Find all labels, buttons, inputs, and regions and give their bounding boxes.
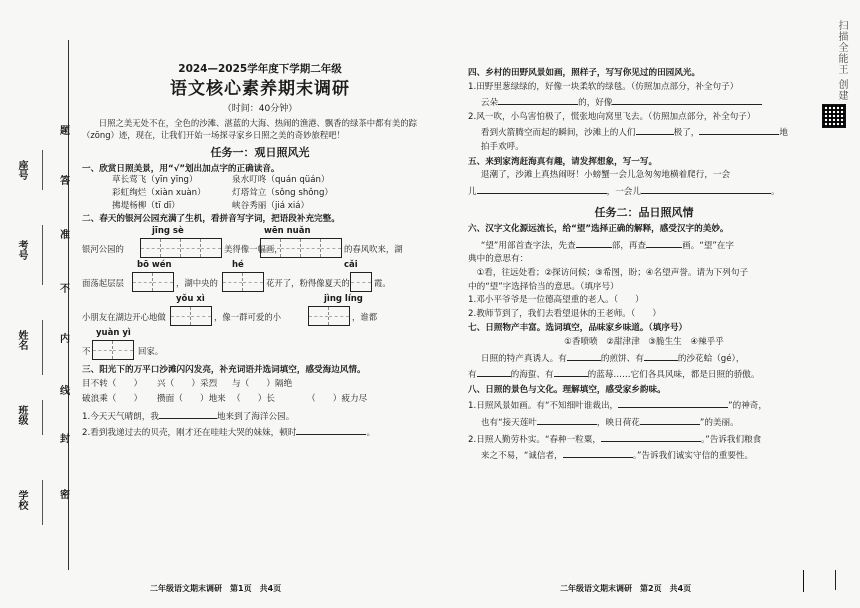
sentence-text: 的煎饼、有 xyxy=(600,353,644,364)
tianzi-grid[interactable] xyxy=(92,340,134,360)
page2-footer: 二年级语文期末调研 第2页 共4页 xyxy=(560,584,692,593)
idiom-blank[interactable]: 破浪乘（ ） xyxy=(82,393,143,404)
sentence-text: 面荡起层层 xyxy=(82,277,124,288)
idiom-blank[interactable]: 兴（ ）采烈 xyxy=(157,379,218,390)
answer-blank[interactable] xyxy=(641,184,771,194)
seal-char: 准 xyxy=(60,230,70,241)
q1-word[interactable]: 泉水叮咚（quán qüán） xyxy=(232,175,330,186)
q4-line: 拍手欢呼。 xyxy=(480,141,524,152)
answer-blank[interactable] xyxy=(567,351,601,361)
q2-prompt: 二、春天的银河公园充满了生机，看拼音写字词，把语段补充完整。 xyxy=(82,214,340,225)
binding-field-line xyxy=(42,320,43,375)
q4-line: 2.风一吹，小鸟害怕极了，慌张地向窝里飞去。（仿照加点部分，补全句子） xyxy=(468,111,756,122)
q3-idiom-grid xyxy=(82,379,382,405)
pinyin-row xyxy=(82,328,438,340)
sentence-text: 回家。 xyxy=(138,345,164,356)
sentence-text: 日照的特产真诱人。有 xyxy=(480,353,567,364)
q4-prompt: 四、乡村的田野风景如画，照样子，写写你见过的田园风光。 xyxy=(468,68,701,78)
sentence-text: 。”告诉我们诚实守信的重要性。 xyxy=(632,451,754,462)
q8-line xyxy=(468,398,820,413)
q1-word[interactable]: 彩虹绚烂（xiàn xuàn） xyxy=(112,187,206,198)
q7-options: ①香喷喷 ②甜津津 ③脆生生 ④辣乎乎 xyxy=(564,336,724,347)
binding-column xyxy=(0,0,78,608)
sentence-text: 1.今天天气晴朗，我 xyxy=(82,411,159,422)
tianzi-grid[interactable] xyxy=(308,306,350,326)
seat-label: 座号 xyxy=(16,160,27,180)
answer-blank[interactable] xyxy=(601,432,701,442)
writing-row xyxy=(82,272,438,294)
class-label: 班级 xyxy=(16,405,27,425)
tianzi-grid[interactable] xyxy=(350,272,372,292)
q1-word[interactable]: 草长莺飞（yīn yīng） xyxy=(112,175,198,186)
seal-char: 内 xyxy=(60,334,70,345)
sentence-text: 不 xyxy=(82,345,91,356)
sentence-text: 有 xyxy=(468,370,477,381)
exam-series: 2024—2025学年度下学期二年级 xyxy=(178,63,342,75)
sentence-text: 1.日照风景如画。有“不知细叶谁裁出， xyxy=(468,401,619,412)
answer-blank[interactable] xyxy=(554,367,588,377)
q7-line xyxy=(468,351,820,366)
pinyin: jīng sè xyxy=(152,225,184,236)
right-page xyxy=(468,68,820,465)
sentence-text: 2.看到我递过去的贝壳，刚才还在哇哇大哭的妹妹，顿时 xyxy=(82,428,297,439)
sentence-text: 看到火箭腾空而起的瞬间，沙滩上的人们 xyxy=(480,128,636,139)
seal-char: 线 xyxy=(60,386,70,397)
pinyin: cǎi xyxy=(344,259,358,270)
sentence-text: 小朋友在湖边开心地做 xyxy=(82,311,166,322)
binding-field-line xyxy=(42,150,43,190)
scan-edge-mark xyxy=(835,570,836,590)
answer-blank[interactable] xyxy=(612,95,762,105)
answer-blank[interactable] xyxy=(644,351,678,361)
q1-word[interactable]: 拂堤杨柳（tī dī） xyxy=(112,200,180,211)
idiom-blank xyxy=(307,379,382,391)
sentence-text: 的，好像 xyxy=(578,98,613,109)
answer-blank[interactable] xyxy=(296,425,366,435)
sentence-text: 来之不易，“诚信者， xyxy=(480,451,563,462)
writing-row xyxy=(82,306,438,328)
q8-line xyxy=(468,415,820,430)
binding-field-line xyxy=(42,225,43,285)
q7-line xyxy=(468,367,820,382)
q6-line: 中的“望”字选择恰当的意思。（填序号） xyxy=(468,281,619,292)
answer-blank[interactable] xyxy=(159,409,217,419)
q1-prompt: 一、欣赏日照美景，用“√”划出加点字的正确读音。 xyxy=(82,163,280,174)
pinyin: yǒu xì xyxy=(176,293,205,304)
q5-prompt: 五、来到家湾赶海真有趣，请发挥想象，写一写。 xyxy=(468,156,658,167)
writing-row xyxy=(82,238,438,260)
idiom-blank[interactable]: （ ）长 xyxy=(232,393,275,404)
intro-paragraph: 日照之美无处不在，全色的沙滩、湛蓝的大海、热闹的渔港、飘香的绿茶中都有美的踪（zōng）迹，现在，让我们开始一场探寻家乡日照之美的奇妙旅程吧！ xyxy=(82,118,418,140)
exam-time: （时间：40分钟） xyxy=(222,104,298,115)
q6-line[interactable]: 1.邓小平爷爷是一位德高望重的老人。（ ） xyxy=(468,295,644,306)
q6-line[interactable]: 2.教师节到了，我们去看望退休的王老师。（ ） xyxy=(468,308,661,319)
tianzi-grid[interactable] xyxy=(222,272,264,292)
sentence-text: 美得像一幅画， xyxy=(224,243,283,254)
idiom-blank[interactable]: 攒面（ ）地来 xyxy=(157,393,226,404)
answer-blank[interactable] xyxy=(640,415,700,425)
task2-title: 任务二：品日照风情 xyxy=(594,206,694,220)
sentence-text: ，像一群可爱的小 xyxy=(214,311,281,322)
sentence-text: ”的美丽。 xyxy=(699,417,739,428)
q5-line xyxy=(468,184,820,199)
q6-line: ①看，往远处看；②探访问候；③希图，盼；④名望声誉。请为下列句子 xyxy=(476,267,749,278)
sentence-text: 地来到了海洋公园。 xyxy=(216,411,295,422)
exam-number-label: 考号 xyxy=(16,240,27,260)
writing-row xyxy=(82,340,438,362)
sentence-text: 画。“望”在字 xyxy=(682,240,734,251)
sentence-text: 霞。 xyxy=(374,277,391,288)
pinyin-row xyxy=(82,260,438,272)
q1-word[interactable]: 灯塔耸立（sǒng shǒng） xyxy=(232,187,334,198)
sentence-text: 部，再查 xyxy=(611,240,647,251)
q5-line: 退潮了，沙滩上真热闹呀！小螃蟹一会儿急匆匆地横着爬行，一会 xyxy=(480,170,731,181)
seal-char: 密 xyxy=(60,490,70,501)
sentence-text: 儿 xyxy=(468,186,477,197)
sentence-text: “望”用部首查字法，先查 xyxy=(480,240,576,251)
tianzi-grid[interactable] xyxy=(140,238,222,258)
q8-line xyxy=(468,448,820,463)
q8-prompt: 八、日照的景色与文化。理解填空，感受家乡韵味。 xyxy=(468,384,666,395)
answer-blank[interactable] xyxy=(699,125,779,135)
q3-prompt: 三、阳光下的万平口沙滩闪闪发亮，补充词语并选词填空，感受海边风情。 xyxy=(82,364,366,375)
sentence-text: 也有“接天莲叶 xyxy=(480,417,537,428)
seal-char: 不 xyxy=(60,284,70,295)
answer-blank[interactable] xyxy=(618,398,728,408)
answer-blank[interactable] xyxy=(477,184,607,194)
answer-blank[interactable] xyxy=(537,415,597,425)
sentence-text: 地 xyxy=(779,128,788,139)
scan-edge-mark xyxy=(803,570,804,592)
left-page xyxy=(82,62,438,442)
pinyin-row xyxy=(82,294,438,306)
sentence-text: 银河公园的 xyxy=(82,243,124,254)
seal-char: 封 xyxy=(60,434,70,445)
q4-line xyxy=(468,125,820,140)
sentence-text: ，湖中央的 xyxy=(176,277,218,288)
q4-line xyxy=(468,95,820,110)
q3-sentence-1 xyxy=(82,409,438,424)
binding-field-line xyxy=(42,480,43,525)
sentence-text: 的蓝莓……它们各具风味，都是日照的骄傲。 xyxy=(587,370,760,381)
pinyin-row xyxy=(82,226,438,238)
tianzi-grid[interactable] xyxy=(170,306,212,326)
idiom-blank[interactable]: 目不转（ ） xyxy=(82,379,143,390)
exam-title: 语文核心素养期末调研 xyxy=(170,79,350,100)
answer-blank[interactable] xyxy=(498,95,578,105)
tianzi-grid[interactable] xyxy=(132,272,174,292)
answer-blank[interactable] xyxy=(563,448,633,458)
sentence-text: ”的神奇， xyxy=(728,401,767,412)
tianzi-grid[interactable] xyxy=(260,238,342,258)
q6-line: 典中的意思有： xyxy=(468,254,529,265)
q4-line: 1.田野里葱绿绿的，好像一块柔软的绿毯。（仿照加点部分，补全句子） xyxy=(468,81,739,92)
sentence-text: ，一会儿 xyxy=(606,186,641,197)
sentence-text: 2.日照人勤劳朴实。“春种一粒粟， xyxy=(468,434,601,445)
task1-title: 任务一：观日照风光 xyxy=(210,145,310,159)
q6-prompt: 六、汉字文化源远流长，给“望”选择正确的解释，感受汉字的美妙。 xyxy=(468,224,729,235)
sentence-text: 。 xyxy=(771,186,780,197)
pinyin: yuàn yì xyxy=(96,327,131,338)
scanner-label: 扫描全能王 创建 xyxy=(836,20,847,102)
page1-footer: 二年级语文期末调研 第1页 共4页 xyxy=(150,584,282,593)
sentence-text: 极了， xyxy=(673,128,700,139)
q3-sentence-2 xyxy=(82,425,438,440)
q1-word[interactable]: 峡谷秀丽（jiá xiá） xyxy=(232,200,310,211)
q8-line xyxy=(468,432,820,447)
qr-code-icon xyxy=(822,104,846,128)
pinyin: hé xyxy=(232,259,244,270)
binding-field-line xyxy=(42,400,43,435)
sentence-text: 的海蜇、有 xyxy=(510,370,554,381)
answer-blank[interactable] xyxy=(636,125,674,135)
pinyin: jìng líng xyxy=(324,293,363,304)
answer-blank[interactable] xyxy=(646,238,682,248)
pinyin: bō wén xyxy=(137,259,172,270)
q6-line xyxy=(468,238,820,253)
sentence-text: ，谁都 xyxy=(352,311,378,322)
pinyin: wēn nuǎn xyxy=(264,225,311,236)
sentence-text: ，映日荷花 xyxy=(596,417,640,428)
q7-prompt: 七、日照物产丰富。选词填空，品味家乡味道。（填序号） xyxy=(468,323,688,334)
sentence-text: 的春风吹来，湖 xyxy=(344,243,403,254)
q1-word-list xyxy=(112,175,352,212)
sentence-text: 。 xyxy=(366,428,376,439)
seal-char: 题 xyxy=(60,126,70,137)
school-label: 学校 xyxy=(16,490,27,510)
idiom-blank[interactable]: （ ）疲力尽 xyxy=(307,393,368,404)
sentence-text: 云朵 xyxy=(480,98,499,109)
sentence-text: 。”告诉我们粮食 xyxy=(700,434,762,445)
sentence-text: 的沙花蛤（gé）， xyxy=(677,353,745,364)
answer-blank[interactable] xyxy=(576,238,612,248)
name-label: 姓名 xyxy=(16,330,27,350)
idiom-blank[interactable]: 与（ ）隔绝 xyxy=(232,379,293,390)
seal-char: 答 xyxy=(60,176,70,187)
sentence-text: 花开了，粉得像夏天的 xyxy=(266,277,350,288)
answer-blank[interactable] xyxy=(477,367,511,377)
